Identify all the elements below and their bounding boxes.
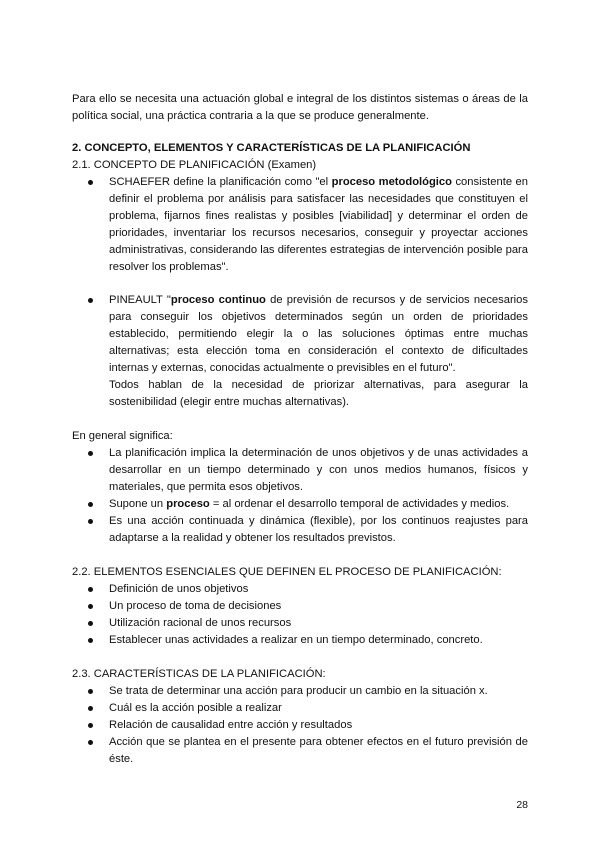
general-item-a: La planificación implica la determinación de unos objetivos y de unas actividades a desarrollar en un tiempo determinado y con unos medios humanos, físicos y materiales, que permita esos objetivos.	[109, 447, 528, 493]
bullet-icon	[88, 740, 93, 745]
list-item	[72, 598, 528, 615]
list-item	[72, 496, 528, 513]
general-item-b-pre: Supone un	[109, 498, 167, 510]
bullet-icon	[88, 180, 93, 185]
schaefer-text-bold: proceso metodológico	[331, 176, 452, 188]
list-item-pineault	[72, 292, 528, 377]
list-item	[72, 734, 528, 768]
bullet-icon	[88, 298, 93, 303]
characteristics-list	[72, 683, 528, 768]
bullet-icon	[88, 638, 93, 643]
bullet-icon	[88, 689, 93, 694]
element-item: Definición de unos objetivos	[109, 583, 249, 595]
bullet-icon	[88, 604, 93, 609]
general-label: En general significa:	[72, 430, 173, 442]
bullet-icon	[88, 519, 93, 524]
bullet-icon	[88, 451, 93, 456]
page-number: 28	[516, 799, 528, 811]
list-item	[72, 445, 528, 496]
bullet-icon	[88, 587, 93, 592]
list-item-schaefer	[72, 174, 528, 276]
elements-list	[72, 581, 528, 649]
general-list	[72, 445, 528, 547]
todos-note: Todos hablan de la necesidad de priorizar alternativas, para asegurar la sostenibilidad (elegir entre muchas alternativas).	[109, 379, 528, 408]
intro-paragraph: Para ello se necesita una actuación global e integral de los distintos sistemas o áreas de la política social, una práctica contraria a la que se produce generalmente.	[72, 93, 528, 122]
schaefer-text-pre: SCHAEFER define la planificación como "el	[109, 176, 332, 188]
pineault-text-post: de previsión de recursos y de servicios necesarios para conseguir los objetivos determinados según un orden de prioridades establecido, permitiendo elegir la o las soluciones óptimas entre muchas alternativas; esta elección toma en consideración el contexto de dificultades internas y externas, conocidas actualmente o previsibles en el futuro".	[109, 294, 528, 374]
list-item	[72, 581, 528, 598]
characteristic-item: Se trata de determinar una acción para producir un cambio en la situación x.	[109, 685, 488, 697]
schaefer-text-post: consistente en definir el problema por análisis para satisfacer las necesidades que constituyen el problema, fijarnos fines realistas y posibles [viabilidad] y determinar el orden de prioridades, inventariar los recursos necesarios, conseguir y proyectar acciones administrativas, considerando las diferentes estrategias de intervención posible para resolver los problemas".	[109, 176, 528, 273]
general-item-b-post: = al ordenar el desarrollo temporal de actividades y medios.	[209, 498, 510, 510]
list-item	[72, 717, 528, 734]
subsection-concepto: 2.1. CONCEPTO DE PLANIFICACIÓN (Examen)	[72, 159, 317, 171]
characteristic-item: Acción que se plantea en el presente para obtener efectos en el futuro previsión de éste.	[109, 736, 528, 765]
list-item	[72, 513, 528, 547]
general-item-c: Es una acción continuada y dinámica (flexible), por los continuos reajustes para adaptarse a la realidad y obtener los resultados previstos.	[109, 515, 528, 544]
definitions-list	[72, 174, 528, 276]
subsection-caracteristicas: 2.3. CARACTERÍSTICAS DE LA PLANIFICACIÓN:	[72, 668, 326, 680]
pineault-text-bold: proceso continuo	[170, 294, 266, 306]
characteristic-item: Cuál es la acción posible a realizar	[109, 702, 282, 714]
list-item	[72, 632, 528, 649]
element-item: Establecer unas actividades a realizar en un tiempo determinado, concreto.	[109, 634, 483, 646]
bullet-icon	[88, 621, 93, 626]
general-item-b-bold: proceso	[166, 498, 210, 510]
element-item: Utilización racional de unos recursos	[109, 617, 292, 629]
bullet-icon	[88, 706, 93, 711]
bullet-icon	[88, 502, 93, 507]
subsection-elementos: 2.2. ELEMENTOS ESENCIALES QUE DEFINEN EL PROCESO DE PLANIFICACIÓN:	[72, 566, 502, 578]
list-item	[72, 683, 528, 700]
bullet-icon	[88, 723, 93, 728]
characteristic-item: Relación de causalidad entre acción y resultados	[109, 719, 353, 731]
section-title: 2. CONCEPTO, ELEMENTOS Y CARACTERÍSTICAS DE LA PLANIFICACIÓN	[72, 142, 471, 154]
list-item	[72, 615, 528, 632]
element-item: Un proceso de toma de decisiones	[109, 600, 282, 612]
definitions-list-2	[72, 292, 528, 377]
list-item	[72, 700, 528, 717]
pineault-text-pre: PINEAULT "	[109, 294, 171, 306]
